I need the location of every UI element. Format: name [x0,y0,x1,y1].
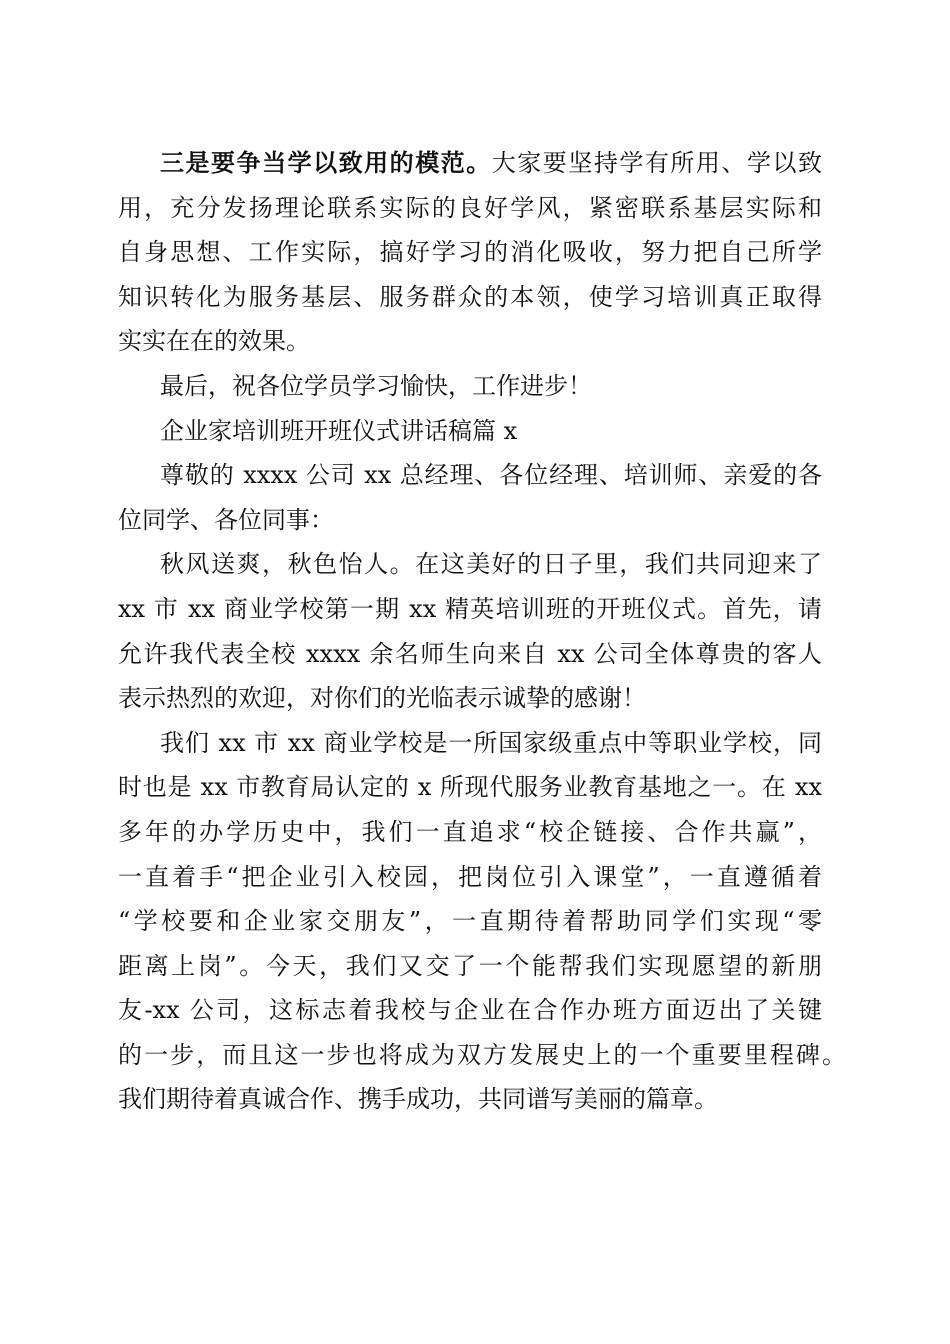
paragraph-line: 一直着手“把企业引入校园，把岗位引入课堂”，一直遵循着 [118,862,822,891]
paragraph-line: 距离上岗”。今天，我们又交了一个能帮我们实现愿望的新朋 [118,951,822,980]
paragraph-line: 时也是 xx 市教育局认定的 x 所现代服务业教育基地之一。在 xx [118,773,822,802]
paragraph-line: xx 市 xx 商业学校第一期 xx 精英培训班的开班仪式。首先，请 [118,594,822,623]
paragraph-line: 的一步，而且这一步也将成为双方发展史上的一个重要里程碑。 [118,1040,846,1069]
paragraph-line: 我们期待着真诚合作、携手成功，共同谱写美丽的篇章。 [118,1085,718,1114]
closing-wish: 最后，祝各位学员学习愉快，工作进步！ [160,371,592,400]
paragraph-line: 友-xx 公司，这标志着我校与企业在合作办班方面迈出了关键 [118,996,822,1025]
paragraph-line: 我们 xx 市 xx 商业学校是一所国家级重点中等职业学校，同 [160,728,822,757]
salutation-line: 尊敬的 xxxx 公司 xx 总经理、各位经理、培训师、亲爱的各 [160,461,822,490]
salutation-line: 位同学、各位同事： [118,505,334,534]
paragraph-line: 表示热烈的欢迎，对你们的光临表示诚挚的感谢！ [118,684,646,713]
paragraph-line: “学校要和企业家交朋友”，一直期待着帮助同学们实现“零 [118,907,822,936]
paragraph-line: 知识转化为服务基层、服务群众的本领，使学习培训真正取得 [118,282,822,311]
paragraph-line: 实实在在的效果。 [118,327,310,356]
paragraph-line: 自身思想、工作实际，搞好学习的消化吸收，努力把自己所学 [118,238,822,267]
section-heading: 企业家培训班开班仪式讲话稿篇 x [160,416,518,445]
paragraph-line: 秋风送爽，秋色怡人。在这美好的日子里，我们共同迎来了 [160,550,822,579]
paragraph-line: 多年的办学历史中，我们一直追求“校企链接、合作共赢”， [118,817,822,846]
paragraph-line: 允许我代表全校 xxxx 余名师生向来自 xx 公司全体尊贵的客人 [118,639,822,668]
bold-lead: 三是要争当学以致用的模范。 [160,148,492,177]
paragraph-line: 用，充分发扬理论联系实际的良好学风，紧密联系基层实际和 [118,193,822,222]
paragraph-line: 三是要争当学以致用的模范。大家要坚持学有所用、学以致 [160,148,823,177]
document-page [118,141,846,1122]
